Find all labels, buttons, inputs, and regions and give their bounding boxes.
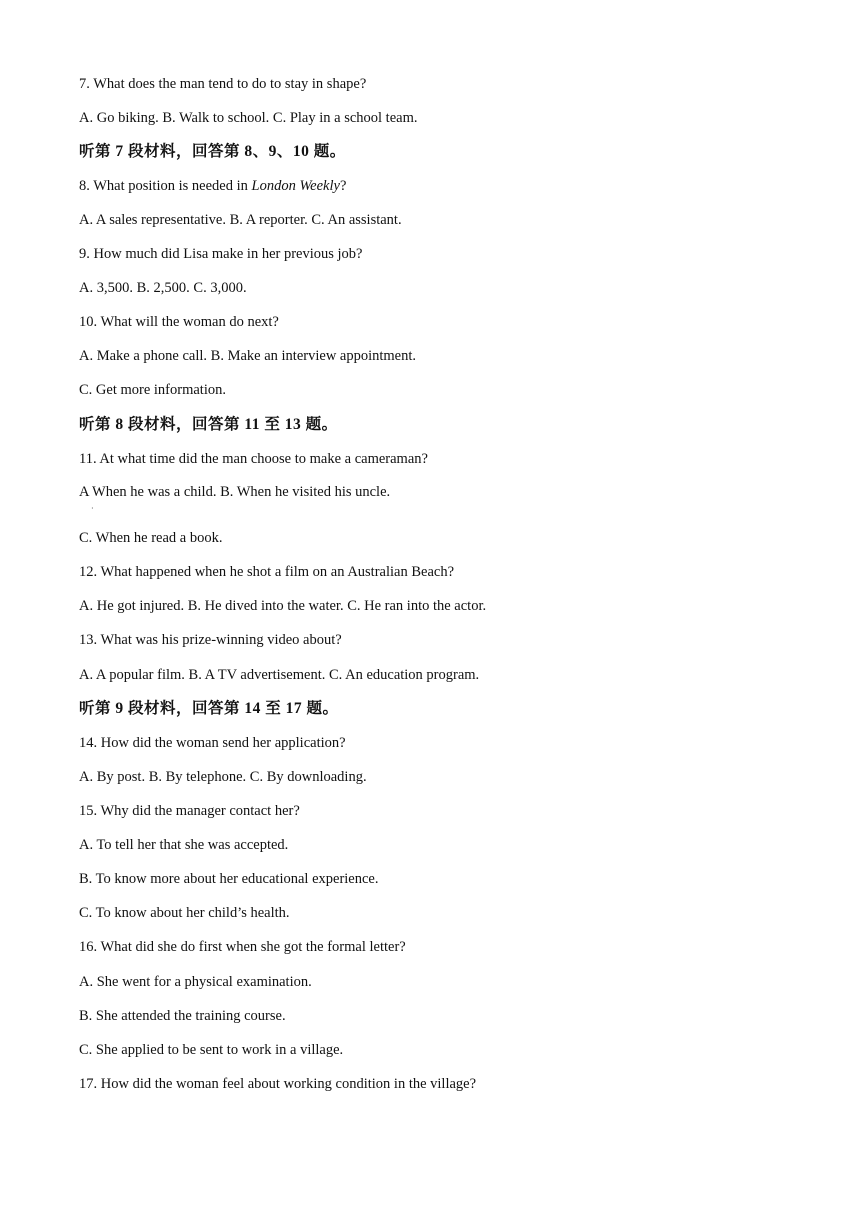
question-13-options: A. A popular film. B. A TV advertisement. C. An education program. [79,667,480,683]
section-heading-8: 听第 8 段材料，回答第 11 至 13 题。 [79,416,338,433]
question-14: 14. How did the woman send her application? [79,735,346,751]
question-16: 16. What did she do first when she got the formal letter? [79,939,406,955]
question-12: 12. What happened when he shot a film on an Australian Beach? [79,564,455,580]
question-15-option-b: B. To know more about her educational experience. [79,871,379,887]
question-9: 9. How much did Lisa make in her previous job? [79,246,363,262]
question-15-option-a: A. To tell her that she was accepted. [79,837,289,853]
question-11: 11. At what time did the man choose to make a cameraman? [79,451,428,467]
question-17: 17. How did the woman feel about working condition in the village? [79,1076,477,1092]
question-15: 15. Why did the manager contact her? [79,803,300,819]
question-16-option-a: A. She went for a physical examination. [79,974,312,990]
question-15-option-c: C. To know about her child’s health. [79,905,290,921]
question-12-options: A. He got injured. B. He dived into the water. C. He ran into the actor. [79,598,487,614]
question-7: 7. What does the man tend to do to stay in shape? [79,76,367,92]
question-11-option-c: C. When he read a book. [79,530,223,546]
question-8-publication: London Weekly [251,178,340,194]
question-13: 13. What was his prize-winning video about? [79,632,342,648]
question-8 [79,176,346,196]
question-11-options-ab: A When he was a child. B. When he visited his uncle. [79,484,391,500]
question-10-option-c: C. Get more information. [79,382,226,398]
section-heading-7: 听第 7 段材料，回答第 8、9、10 题。 [79,143,346,160]
question-7-options: A. Go biking. B. Walk to school. C. Play in a school team. [79,110,418,126]
question-8-mark: ? [339,178,347,194]
stray-dot: · [91,504,94,513]
question-9-options: A. 3,500. B. 2,500. C. 3,000. [79,280,247,296]
question-8-text: 8. What position is needed in [79,178,252,194]
question-10: 10. What will the woman do next? [79,314,279,330]
question-10-options-ab: A. Make a phone call. B. Make an interview appointment. [79,348,417,364]
question-16-option-c: C. She applied to be sent to work in a village. [79,1042,344,1058]
question-14-options: A. By post. B. By telephone. C. By downloading. [79,769,367,785]
section-heading-9: 听第 9 段材料，回答第 14 至 17 题。 [79,700,339,717]
question-8-options: A. A sales representative. B. A reporter. C. An assistant. [79,212,402,228]
question-16-option-b: B. She attended the training course. [79,1008,286,1024]
